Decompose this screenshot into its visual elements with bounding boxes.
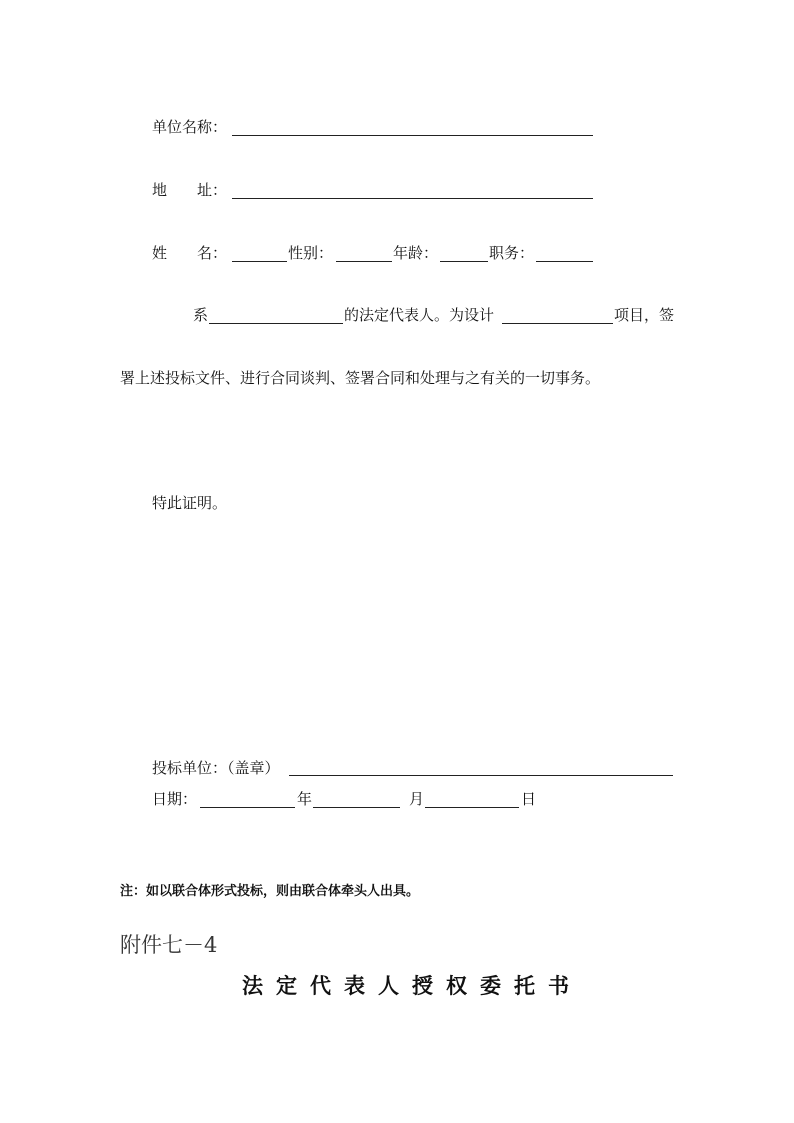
address-label: 地 址： (152, 181, 228, 199)
date-label: 日期： (152, 790, 198, 808)
document-title: 法定代表人授权委托书 (242, 973, 582, 998)
name-label: 姓 名： (152, 244, 228, 262)
age-field[interactable] (440, 261, 488, 262)
footnote: 注：如以联合体形式投标，则由联合体牵头人出具。 (120, 884, 420, 899)
date-year-field[interactable] (200, 807, 295, 808)
bidder-seal-field[interactable] (289, 775, 673, 776)
position-field[interactable] (536, 261, 593, 262)
statement-prefix: 系 (193, 306, 209, 324)
date-day-field[interactable] (425, 807, 519, 808)
certify-text: 特此证明。 (152, 494, 228, 512)
name-field[interactable] (232, 261, 287, 262)
statement-line2: 署上述投标文件、进行合同谈判、签署合同和处理与之有关的一切事务。 (120, 369, 601, 387)
address-field[interactable] (232, 198, 593, 199)
bidder-label: 投标单位：（盖章） (152, 759, 280, 777)
project-field[interactable] (502, 323, 613, 324)
date-month-field[interactable] (313, 807, 400, 808)
gender-field[interactable] (336, 261, 392, 262)
unit-name-label: 单位名称： (152, 118, 228, 136)
month-label: 月 (409, 790, 425, 808)
gender-label: 性别： (288, 244, 334, 262)
statement-suffix: 项目，签 (614, 306, 675, 324)
appendix-label: 附件七－4 (120, 933, 218, 957)
year-label: 年 (297, 790, 313, 808)
statement-middle: 的法定代表人。为设计 (344, 306, 495, 324)
unit-name-field[interactable] (232, 135, 593, 136)
day-label: 日 (521, 790, 537, 808)
position-label: 职务： (489, 244, 535, 262)
age-label: 年龄： (393, 244, 439, 262)
company-field[interactable] (209, 323, 343, 324)
